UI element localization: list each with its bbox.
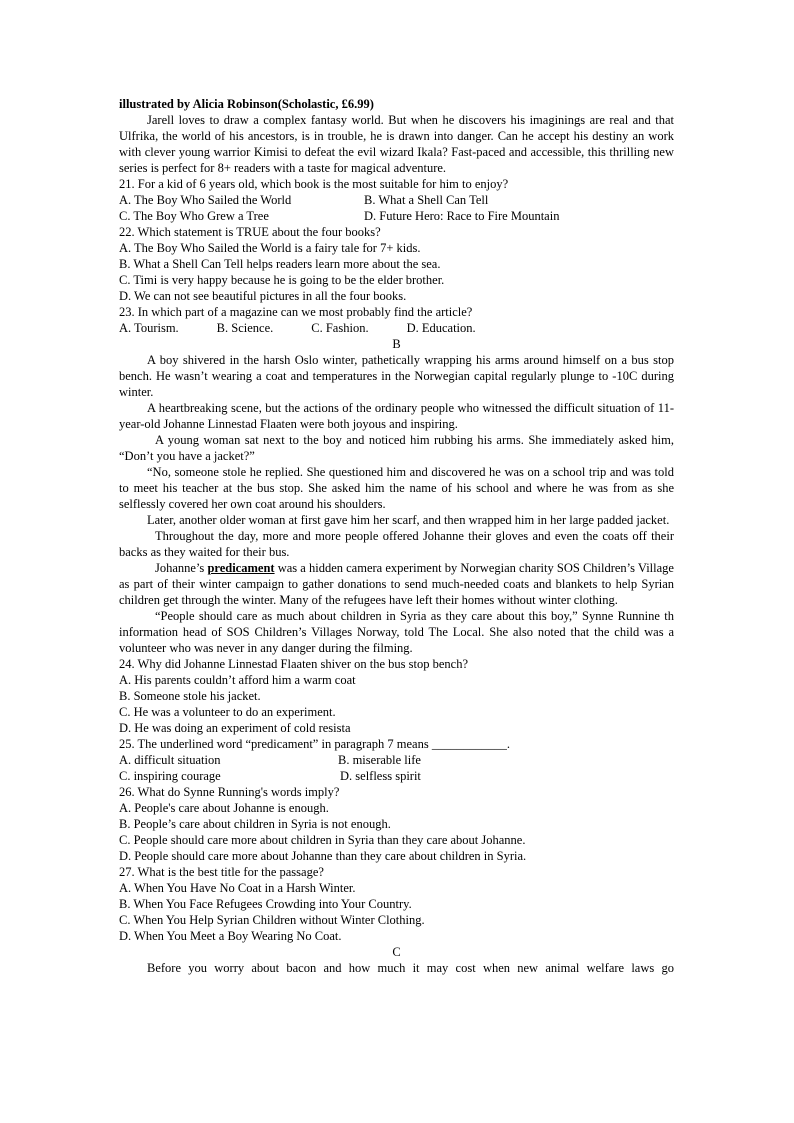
question-25-stem: 25. The underlined word “predicament” in paragraph 7 means ____________. <box>119 737 510 751</box>
option-26b: B. People’s care about children in Syria is not enough. <box>119 817 391 831</box>
passage-b-paragraph-4: “No, someone stole he replied. She questioned him and discovered he was on a school trip and was told to meet his teacher at the bus stop. She asked him the name of his school and where he was from as she selflessly covered her own coat around his shoulders. <box>119 465 674 511</box>
option-25c: C. inspiring courage <box>119 769 221 783</box>
document-page <box>119 96 674 976</box>
question-24-stem: 24. Why did Johanne Linnestad Flaaten shiver on the bus stop bench? <box>119 657 469 671</box>
paragraph-7-lead: Johanne’s <box>155 561 208 575</box>
paragraph-7-rest: was a hidden camera experiment by Norwegian charity SOS Children’s Village as part of their winter campaign to gather donations to send much-needed coats and blankets to help Syrian children get through the winter. Many of the refugees have left their homes without winter clothing. <box>119 561 674 607</box>
section-b-label: B <box>392 337 401 351</box>
option-22c: C. Timi is very happy because he is going to be the elder brother. <box>119 273 445 287</box>
passage-b-paragraph-2: A heartbreaking scene, but the actions of the ordinary people who witnessed the difficult situation of 11-year-old Johanne Linnestad Flaaten were both joyous and inspiring. <box>119 401 674 431</box>
option-25b: B. miserable life <box>338 753 421 767</box>
option-26c: C. People should care more about children in Syria than they care about Johanne. <box>119 833 526 847</box>
question-27-stem: 27. What is the best title for the passage? <box>119 865 324 879</box>
passage-c-paragraph-1: Before you worry about bacon and how much it may cost when new animal welfare laws go <box>147 961 674 975</box>
question-23-options <box>119 320 674 336</box>
book-description: Jarell loves to draw a complex fantasy world. But when he discovers his imaginings are real and that Ulfrika, the world of his ancestors, is in trouble, he is drawn into danger. Can he accept his destiny an work with clever young warrior Kimisi to defeat the evil wizard Ikala? Fast-paced and accessible, this thrilling new series is perfect for 8+ readers with a taste for magical adventure. <box>119 113 674 175</box>
passage-b-paragraph-6: Throughout the day, more and more people offered Johanne their gloves and even the coats off their backs as they waited for their bus. <box>119 529 674 559</box>
option-21d: D. Future Hero: Race to Fire Mountain <box>364 209 560 223</box>
option-24b: B. Someone stole his jacket. <box>119 689 261 703</box>
option-27a: A. When You Have No Coat in a Harsh Winter. <box>119 881 356 895</box>
option-27d: D. When You Meet a Boy Wearing No Coat. <box>119 929 342 943</box>
option-25d: D. selfless spirit <box>340 769 421 783</box>
option-21b: B. What a Shell Can Tell <box>364 193 489 207</box>
question-21-stem: 21. For a kid of 6 years old, which book is the most suitable for him to enjoy? <box>119 177 509 191</box>
option-23b: B. Science. <box>216 321 274 335</box>
question-25-options-row-2 <box>119 768 674 784</box>
option-24c: C. He was a volunteer to do an experiment. <box>119 705 336 719</box>
option-26a: A. People's care about Johanne is enough. <box>119 801 329 815</box>
question-21-options-row-2 <box>119 208 674 224</box>
question-22-stem: 22. Which statement is TRUE about the four books? <box>119 225 381 239</box>
option-22a: A. The Boy Who Sailed the World is a fairy tale for 7+ kids. <box>119 241 421 255</box>
option-21a: A. The Boy Who Sailed the World <box>119 193 292 207</box>
section-c-label: C <box>392 945 401 959</box>
option-22b: B. What a Shell Can Tell helps readers learn more about the sea. <box>119 257 441 271</box>
option-27c: C. When You Help Syrian Children without Winter Clothing. <box>119 913 425 927</box>
option-22d: D. We can not see beautiful pictures in all the four books. <box>119 289 407 303</box>
option-27b: B. When You Face Refugees Crowding into Your Country. <box>119 897 412 911</box>
question-25-options-row-1 <box>119 752 674 768</box>
question-21-options-row-1 <box>119 192 674 208</box>
book-credit-heading: illustrated by Alicia Robinson(Scholastic, £6.99) <box>119 97 374 111</box>
option-23c: C. Fashion. <box>311 321 369 335</box>
option-25a: A. difficult situation <box>119 753 221 767</box>
question-23-stem: 23. In which part of a magazine can we most probably find the article? <box>119 305 473 319</box>
passage-b-paragraph-5: Later, another older woman at first gave him her scarf, and then wrapped him in her large padded jacket. <box>147 513 670 527</box>
passage-b-paragraph-8: “People should care as much about children in Syria as they care about this boy,” Synne Runnine th information head of SOS Children’s Villages Norway, told The Local. She also noted that the child was a volunteer who was never in any danger during the filming. <box>119 609 674 655</box>
passage-b-paragraph-1: A boy shivered in the harsh Oslo winter, pathetically wrapping his arms around himself on a bus stop bench. He wasn’t wearing a coat and temperatures in the Norwegian capital regularly plunge to -10C during winter. <box>119 353 674 399</box>
underlined-word-predicament: predicament <box>207 561 275 575</box>
option-23a: A. Tourism. <box>119 321 179 335</box>
option-21c: C. The Boy Who Grew a Tree <box>119 209 269 223</box>
question-26-stem: 26. What do Synne Running's words imply? <box>119 785 340 799</box>
passage-b-paragraph-7 <box>119 560 674 608</box>
option-24a: A. His parents couldn’t afford him a warm coat <box>119 673 356 687</box>
option-24d: D. He was doing an experiment of cold resista <box>119 721 351 735</box>
option-26d: D. People should care more about Johanne than they care about children in Syria. <box>119 849 527 863</box>
option-23d: D. Education. <box>406 321 476 335</box>
passage-b-paragraph-3: A young woman sat next to the boy and noticed him rubbing his arms. She immediately asked him, “Don’t you have a jacket?” <box>119 433 674 463</box>
